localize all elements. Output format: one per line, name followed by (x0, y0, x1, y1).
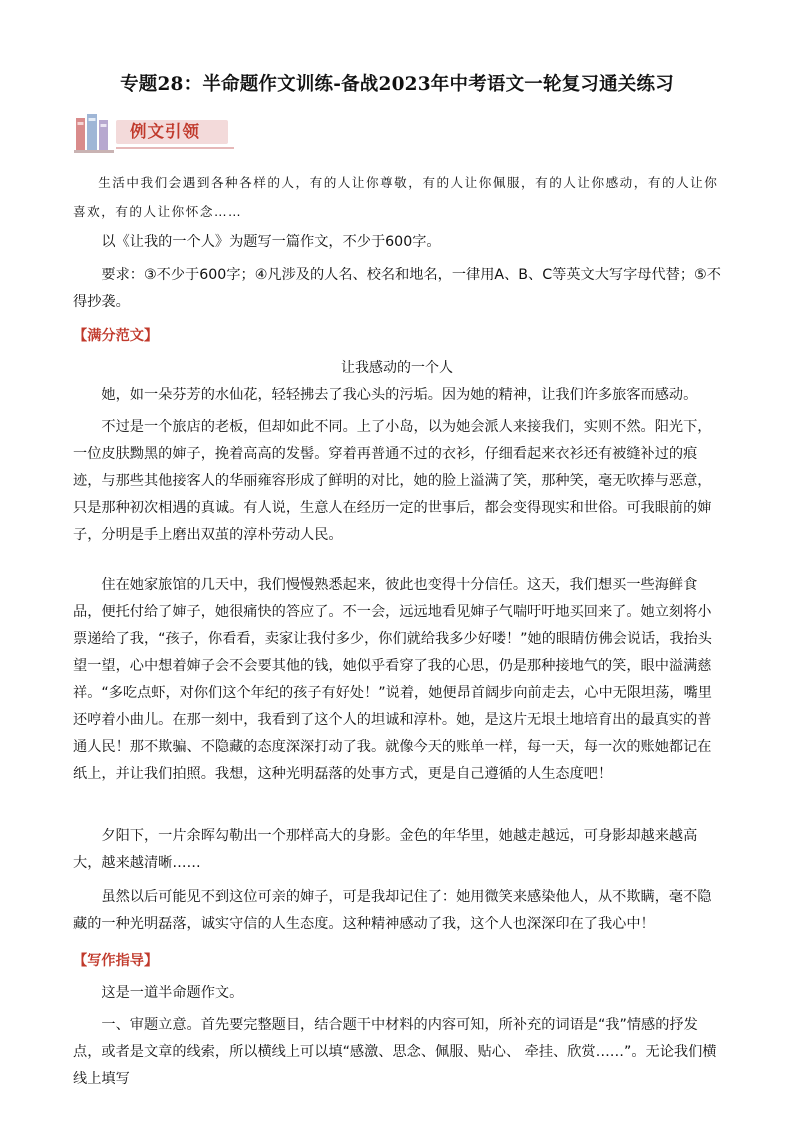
prompt-paragraph: 以《让我的一个人》为题写一篇作文，不少于600字。 (101, 234, 441, 250)
essay-paragraph-3: 住在她家旅馆的几天中，我们慢慢熟悉起来，彼此也变得十分信任。这天，我们想买一些海鲜食品，便托付给了婶子，她很痛快的答应了。不一会，远远地看见婶子气喘吁吁地买回来了。她立刻将小票递给了我，“孩子，你看看，卖家让我付多少，你们就给我多少好喽！”她的眼睛仿佛会说话，我抬头望一望，心中想着婶子会不会要其他的钱，她似乎看穿了我的心思，仍是那种接地气的笑，眼中溢满慈祥。“多吃点虾，对你们这个年纪的孩子有好处！”说着，她便昂首阔步向前走去，心中无限坦荡，嘴里还哼着小曲儿。在那一刻中，我看到了这个人的坦诚和淳朴。她，是这片无垠土地培育出的最真实的普通人民！那不欺骗、不隐藏的态度深深打动了我。就像今天的账单一样，每一天，每一次的账她都记在纸上，并让我们拍照。我想，这种光明磊落的处事方式，更是自己遵循的人生态度吧！ (73, 577, 712, 782)
intro-paragraph: 生活中我们会遇到各种各样的人，有的人让你尊敬，有的人让你佩服，有的人让你感动，有的人让你喜欢，有的人让你怀念…… (73, 175, 719, 219)
banner-underline (116, 147, 234, 149)
banner-label: 例文引领 (116, 120, 228, 144)
books-icon (74, 112, 118, 154)
essay-title: 让我感动的一个人 (341, 360, 453, 376)
essay-paragraph-2: 不过是一个旅店的老板，但却如此不同。上了小岛，以为她会派人来接我们，实则不然。阳光下，一位皮肤黝黑的婶子，挽着高高的发髻。穿着再普通不过的衣衫，仔细看起来衣衫还有被缝补过的痕迹，与那些其他接客人的华丽雍容形成了鲜明的对比，她的脸上溢满了笑，那种笑，毫无吹捧与恶意，只是那种初次相遇的真诚。有人说，生意人在经历一定的世事后，都会变得现实和世俗。可我眼前的婶子，分明是手上磨出双茧的淳朴劳动人民。 (73, 419, 712, 543)
section-banner (74, 112, 234, 154)
essay-paragraph-4: 夕阳下，一片余晖勾勒出一个那样高大的身影。金色的年华里，她越走越远，可身影却越来越高大，越来越清晰…… (73, 828, 698, 871)
guide-paragraph-2: 一、审题立意。首先要完整题目，结合题干中材料的内容可知，所补充的词语是“我”情感的抒发点，或者是文章的线索，所以横线上可以填“感激、思念、佩服、贴心、 牵挂、欣赏……”。无论我们横线上填写 (73, 1017, 717, 1087)
guide-paragraph-1: 这是一道半命题作文。 (101, 985, 244, 1001)
essay-paragraph-5: 虽然以后可能见不到这位可亲的婶子，可是我却记住了：她用微笑来感染他人，从不欺瞒，毫不隐藏的一种光明磊落，诚实守信的人生态度。这种精神感动了我，这个人也深深印在了我心中！ (73, 889, 712, 932)
essay-paragraph-1: 她，如一朵芬芳的水仙花，轻轻拂去了我心头的污垢。因为她的精神，让我们许多旅客而感动。 (101, 387, 698, 403)
document-title: 专题28：半命题作文训练-备战2023年中考语文一轮复习通关练习 (120, 74, 674, 95)
requirements-paragraph: 要求：③不少于600字；④凡涉及的人名、校名和地名，一律用A、B、C等英文大写字母代替；⑤不得抄袭。 (73, 267, 721, 310)
model-essay-heading: 【满分范文】 (73, 328, 159, 344)
writing-guide-heading: 【写作指导】 (73, 953, 159, 969)
